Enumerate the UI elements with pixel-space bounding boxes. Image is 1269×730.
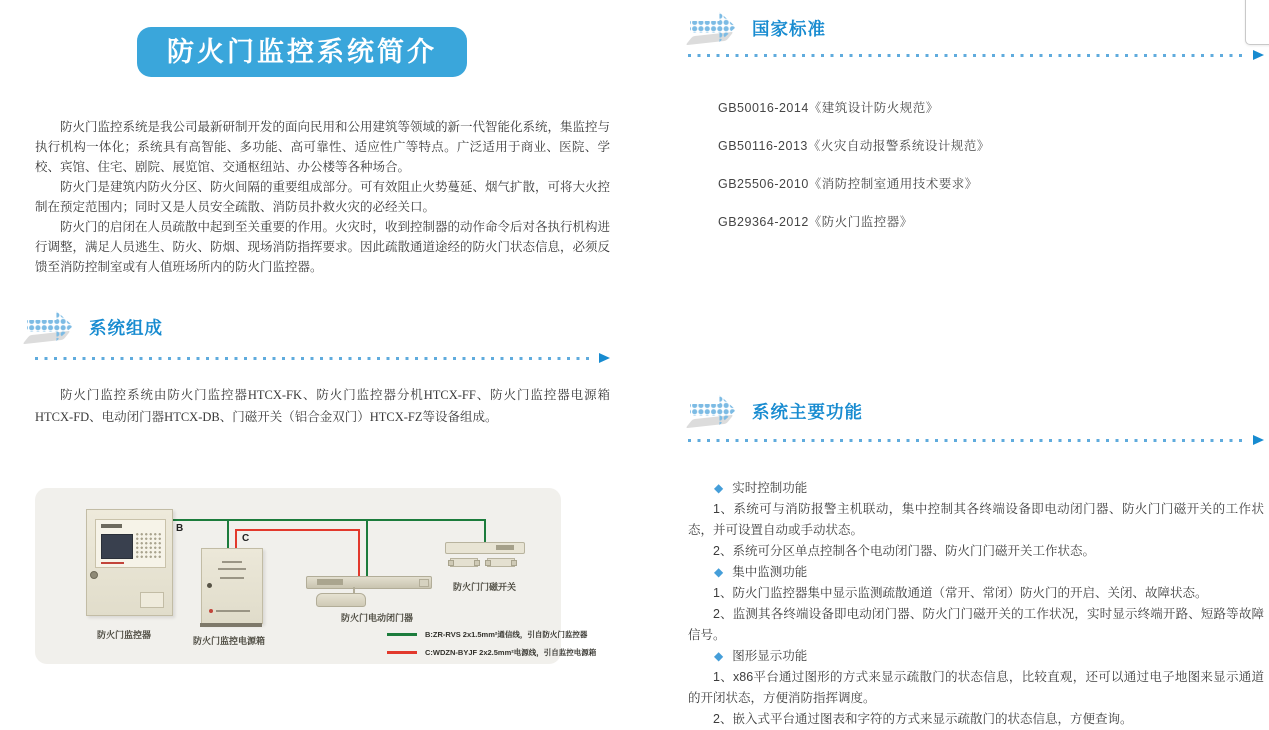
label-door-closer: 防火门电动闭门器 bbox=[341, 613, 414, 623]
function-item: 1、系统可与消防报警主机联动，集中控制其各终端设备即电动闭门器、防火门门磁开关的工作状态，并可设置自动或手动状态。 bbox=[688, 502, 1264, 537]
standard-item: GB50116-2013《火灾自动报警系统设计规范》 bbox=[718, 139, 990, 153]
page-title: 防火门监控系统简介 bbox=[167, 37, 437, 67]
dotted-divider bbox=[35, 357, 610, 360]
device-fire-door-monitor bbox=[86, 509, 173, 616]
dots-arrow-icon bbox=[688, 9, 738, 47]
wire-label-b: B bbox=[176, 523, 184, 534]
dots-arrow-icon bbox=[25, 308, 75, 346]
function-group-heading: ◆ 实时控制功能 bbox=[714, 481, 808, 495]
function-item: 1、防火门监控器集中显示监测疏散通道（常开、常闭）防火门的开启、关闭、故障状态。 bbox=[713, 586, 1208, 600]
section-title-functions: 系统主要功能 bbox=[752, 401, 863, 422]
powerbox-logo bbox=[209, 609, 213, 613]
diamond-bullet-icon: ◆ bbox=[714, 481, 724, 495]
device-door-switch-piece bbox=[450, 558, 478, 567]
wire-green-to-powerbox bbox=[227, 519, 229, 549]
legend-swatch-red bbox=[387, 651, 417, 654]
wire-red-horizontal bbox=[235, 529, 360, 531]
divider-arrow-icon bbox=[599, 353, 610, 363]
device-power-box bbox=[201, 548, 263, 624]
section-title-standards: 国家标准 bbox=[752, 18, 826, 39]
label-power-box: 防火门监控电源箱 bbox=[193, 636, 266, 646]
wire-green-horizontal bbox=[171, 519, 486, 521]
standard-item: GB50016-2014《建筑设计防火规范》 bbox=[718, 101, 939, 115]
left-column bbox=[35, 0, 610, 664]
cabinet-lock-icon bbox=[90, 571, 98, 579]
section-header-composition bbox=[25, 307, 610, 347]
standard-item: GB29364-2012《防火门监控器》 bbox=[718, 215, 913, 229]
device-door-switch-bar bbox=[445, 542, 525, 554]
divider-arrow-icon bbox=[1253, 435, 1264, 445]
section-header-standards bbox=[688, 8, 1264, 48]
label-monitor: 防火门监控器 bbox=[97, 630, 152, 640]
dots-arrow-icon bbox=[688, 392, 738, 430]
legend-swatch-green bbox=[387, 633, 417, 636]
label-door-switch: 防火门门磁开关 bbox=[453, 582, 517, 592]
wire-green-to-closer bbox=[366, 519, 368, 577]
section-title-composition: 系统组成 bbox=[89, 317, 163, 338]
section-header-functions bbox=[688, 391, 1264, 431]
monitor-keypad bbox=[135, 532, 161, 559]
dotted-divider bbox=[688, 54, 1264, 57]
diamond-bullet-icon: ◆ bbox=[714, 565, 724, 579]
function-group-heading: ◆ 图形显示功能 bbox=[714, 649, 808, 663]
powerbox-lock-icon bbox=[207, 583, 212, 588]
wire-red-up bbox=[235, 529, 237, 549]
legend-text-communication: B:ZR-RVS 2x1.5mm²通信线，引自防火门监控器 bbox=[425, 630, 588, 639]
right-column bbox=[688, 0, 1264, 730]
dotted-divider bbox=[688, 439, 1264, 442]
function-item: 2、嵌入式平台通过图表和字符的方式来显示疏散门的状态信息，方便查询。 bbox=[713, 712, 1133, 726]
diamond-bullet-icon: ◆ bbox=[714, 649, 724, 663]
monitor-lcd-screen bbox=[101, 534, 134, 559]
function-group-heading: ◆ 集中监测功能 bbox=[714, 565, 808, 579]
monitor-control-panel bbox=[95, 519, 167, 567]
cabinet-slot bbox=[140, 592, 164, 608]
device-door-closer-bracket bbox=[316, 593, 366, 607]
intro-paragraph-2: 防火门是建筑内防火分区、防火间隔的重要组成部分。可有效阻止火势蔓延、烟气扩散，可将大火控制在预定范围内；同时又是人员安全疏散、消防员扑救火灾的必经关口。 bbox=[35, 180, 611, 214]
function-item: 1、x86平台通过图形的方式来显示疏散门的状态信息，比较直观，还可以通过电子地图来显示通道的开闭状态，方便消防指挥调度。 bbox=[688, 670, 1264, 705]
functions-list bbox=[688, 478, 1264, 730]
intro-paragraph-1: 防火门监控系统是我公司最新研制开发的面向民用和公用建筑等领域的新一代智能化系统，集监控与执行机构一体化；系统具有高智能、多功能、高可靠性、适应性广等特点。广泛适用于商业、医院、学校、宾馆、住宅、剧院、展览馆、交通枢纽站、办公楼等各种场合。 bbox=[35, 120, 611, 174]
wire-red-to-closer bbox=[358, 529, 360, 577]
system-diagram bbox=[35, 488, 597, 664]
intro-paragraph-3: 防火门的启闭在人员疏散中起到至关重要的作用。火灾时，收到控制器的动作命令后对各执行机构进行调整，满足人员逃生、防火、防烟、现场消防指挥要求。因此疏散通道途经的防火门状态信息，必须反馈至消防控制室或有人值班场所内的防火门监控器。 bbox=[35, 220, 611, 274]
device-door-closer-bar bbox=[306, 576, 432, 589]
page-title-banner bbox=[137, 27, 467, 77]
legend-row-communication bbox=[387, 629, 587, 640]
composition-paragraph: 防火门监控系统由防火门监控器HTCX-FK、防火门监控器分机HTCX-FF、防火门监控器电源箱HTCX-FD、电动闭门器HTCX-DB、门磁开关（铝合金双门）HTCX-FZ等设备组成。 bbox=[35, 388, 610, 424]
function-item: 2、监测其各终端设备即电动闭门器、防火门门磁开关的工作状况，实时显示终端开路、短路等故障信号。 bbox=[688, 607, 1264, 642]
legend-row-power bbox=[387, 647, 596, 658]
wire-green-to-switch bbox=[484, 519, 486, 543]
standard-item: GB25506-2010《消防控制室通用技术要求》 bbox=[718, 177, 978, 191]
device-door-switch-piece bbox=[487, 558, 515, 567]
legend-text-power: C:WDZN-BYJF 2x2.5mm²电源线，引自监控电源箱 bbox=[425, 648, 597, 657]
corner-scroll-widget[interactable] bbox=[1245, 0, 1269, 45]
standards-list bbox=[718, 97, 1264, 233]
function-item: 2、系统可分区单点控制各个电动闭门器、防火门门磁开关工作状态。 bbox=[713, 544, 1095, 558]
wire-label-c: C bbox=[242, 533, 250, 544]
intro-section bbox=[35, 117, 610, 277]
divider-arrow-icon bbox=[1253, 50, 1264, 60]
